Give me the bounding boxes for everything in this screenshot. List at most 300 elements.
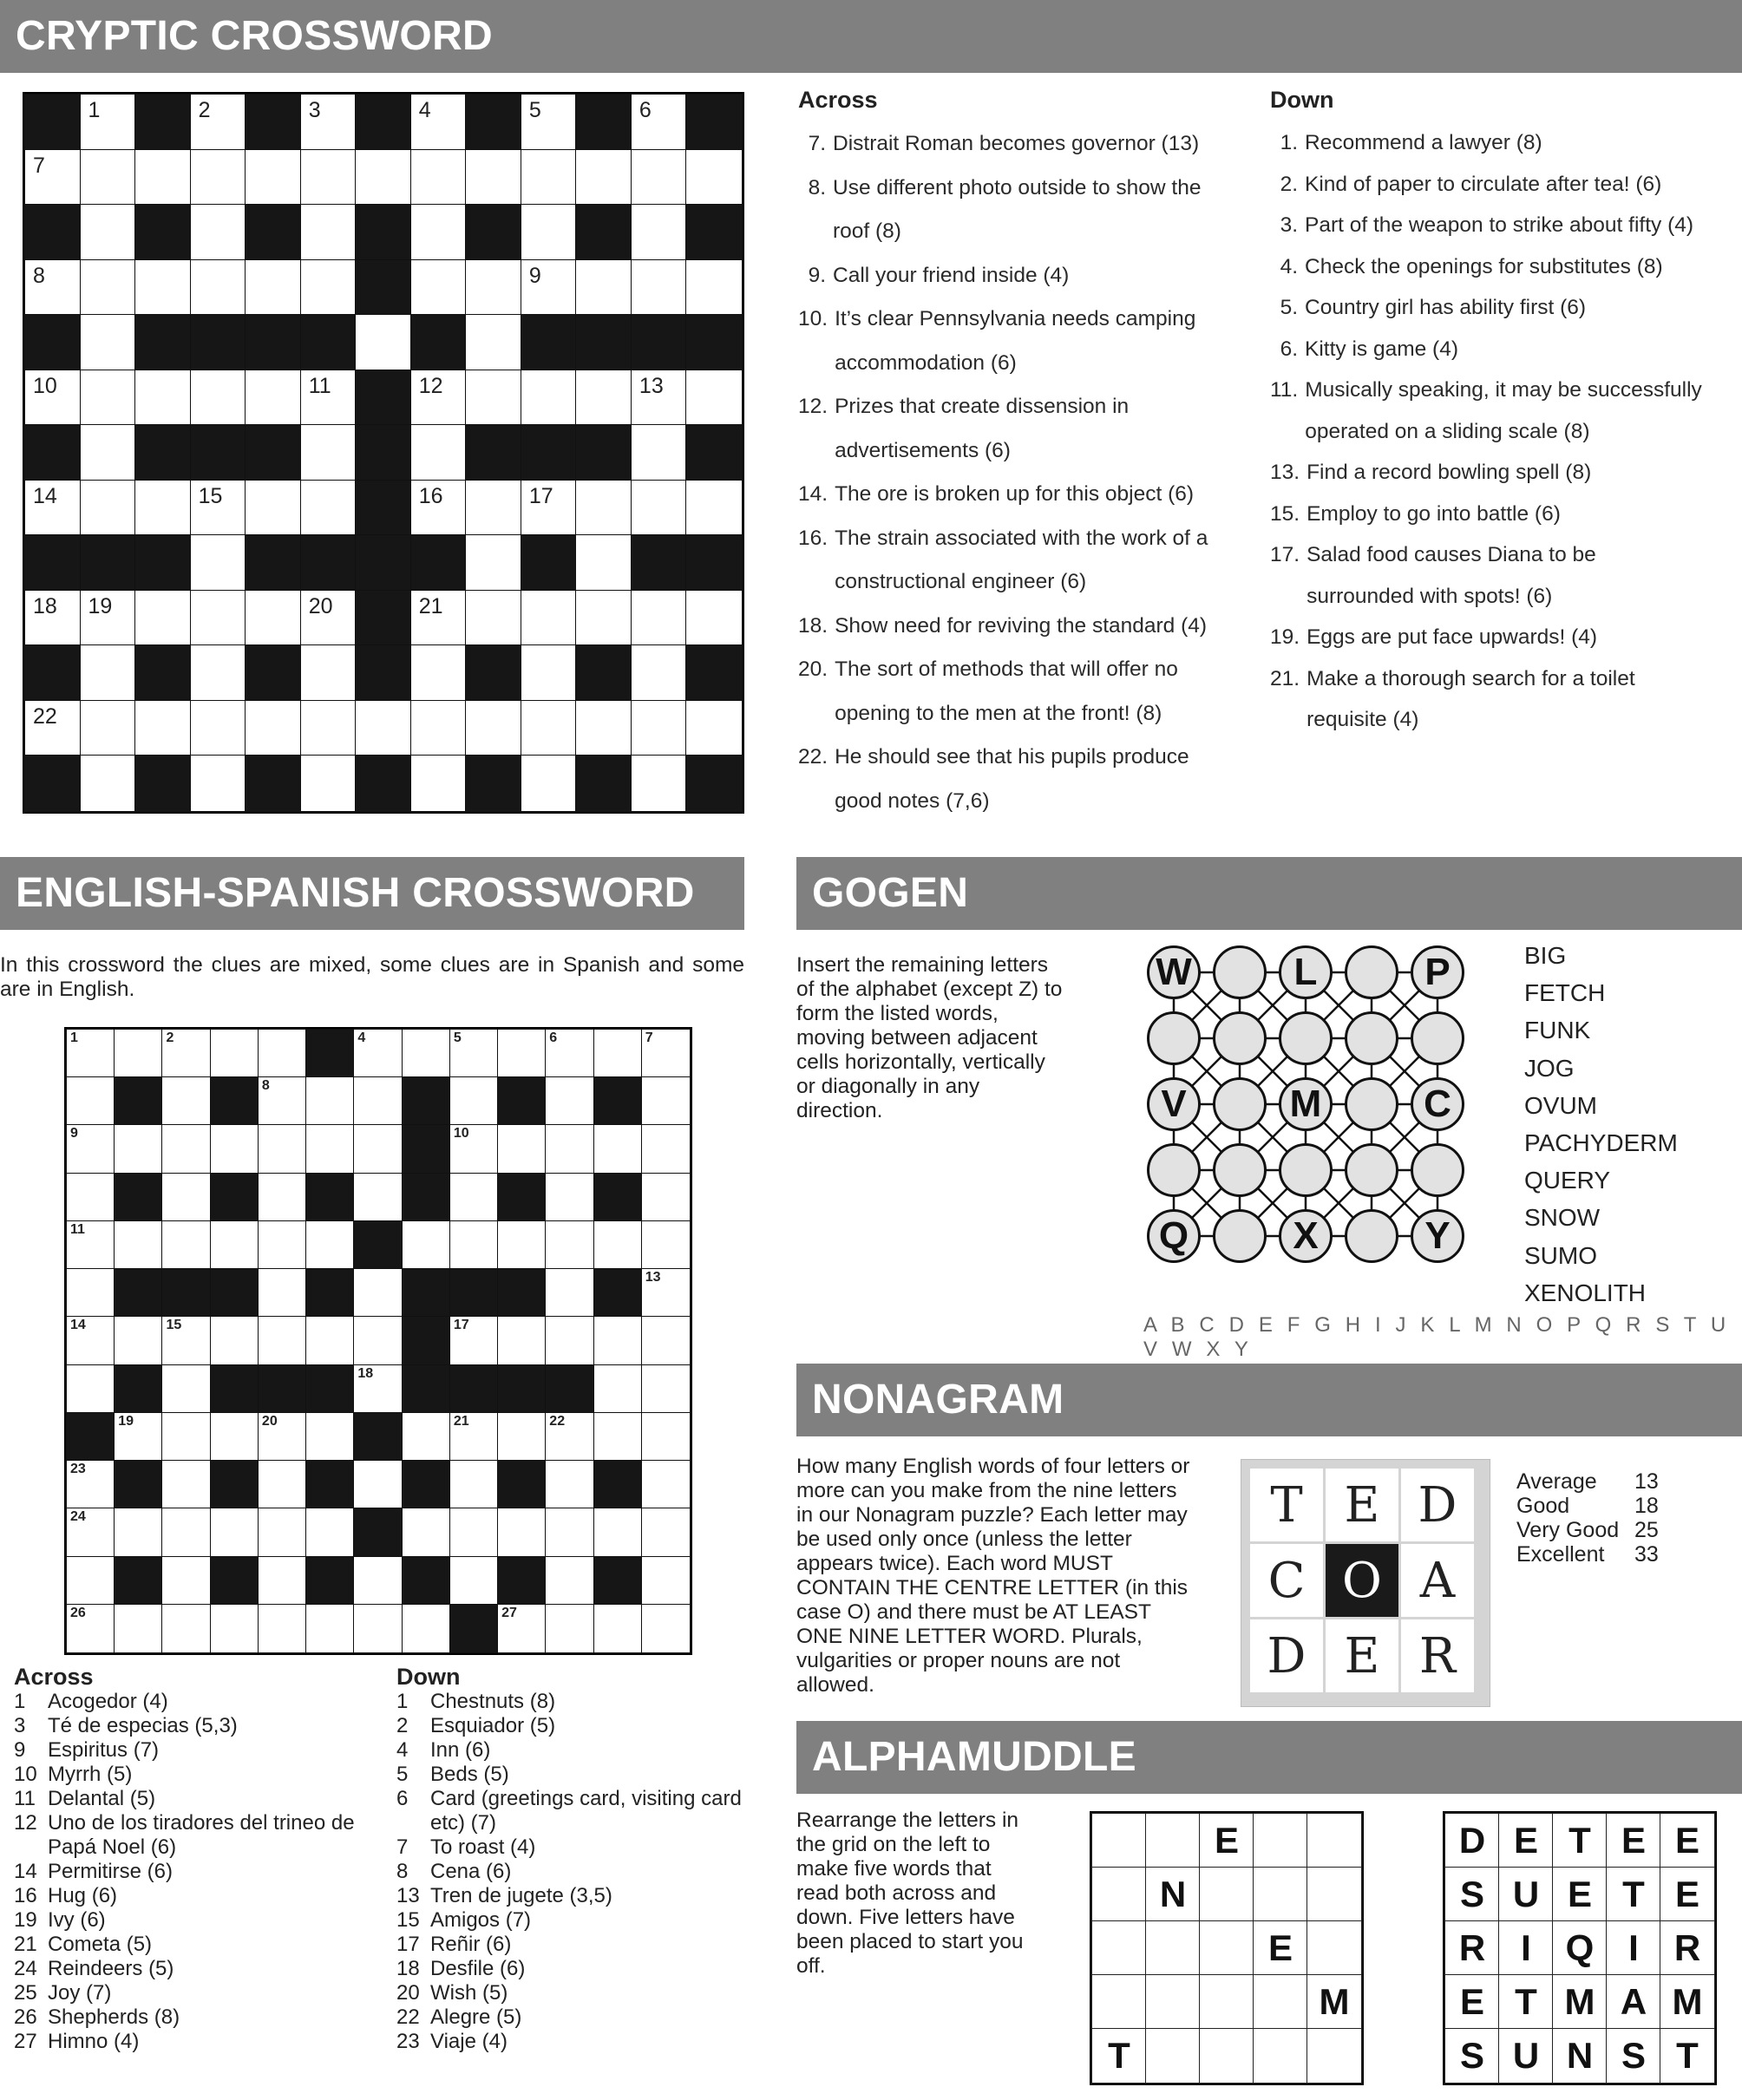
answer-cell[interactable] — [632, 481, 687, 536]
answer-cell[interactable] — [162, 1557, 210, 1605]
answer-cell[interactable] — [466, 591, 521, 646]
answer-cell[interactable] — [546, 1557, 593, 1605]
alphamuddle-cell[interactable] — [1146, 1814, 1200, 1868]
answer-cell[interactable] — [67, 1365, 115, 1413]
answer-cell[interactable] — [162, 1174, 210, 1221]
answer-cell[interactable] — [259, 1508, 306, 1556]
answer-cell[interactable] — [246, 150, 301, 206]
answer-cell[interactable] — [25, 150, 81, 206]
answer-cell[interactable] — [259, 1461, 306, 1508]
answer-cell[interactable] — [162, 1461, 210, 1508]
answer-cell[interactable] — [576, 370, 632, 426]
answer-cell[interactable] — [211, 1605, 259, 1652]
answer-cell[interactable] — [411, 260, 467, 316]
answer-cell[interactable] — [450, 1317, 498, 1364]
answer-cell[interactable] — [354, 1174, 402, 1221]
answer-cell[interactable] — [354, 1125, 402, 1173]
answer-cell[interactable] — [466, 481, 521, 536]
answer-cell[interactable] — [306, 1605, 354, 1652]
answer-cell[interactable] — [301, 591, 357, 646]
answer-cell[interactable] — [191, 645, 246, 701]
gogen-word: QUERY — [1524, 1167, 1611, 1194]
answer-cell[interactable] — [354, 1317, 402, 1364]
answer-cell[interactable] — [411, 425, 467, 481]
clue-item — [396, 1860, 743, 1884]
clue-text: Uno de los tiradores del trineo de Papá Noel (6) — [48, 1811, 355, 1859]
answer-cell[interactable] — [356, 701, 411, 756]
clue-number: 2 — [166, 1030, 174, 1045]
answer-cell[interactable] — [191, 591, 246, 646]
clue-number: 13. — [1270, 461, 1300, 484]
answer-cell[interactable] — [642, 1077, 690, 1125]
answer-cell[interactable] — [115, 1030, 162, 1077]
clue-number: 16 — [418, 483, 443, 508]
answer-cell[interactable] — [191, 95, 246, 150]
answer-cell[interactable] — [115, 1508, 162, 1556]
answer-cell[interactable] — [546, 1077, 593, 1125]
clue-item — [798, 736, 1232, 823]
answer-cell[interactable] — [135, 591, 191, 646]
black-square — [632, 315, 687, 370]
answer-cell[interactable] — [546, 1508, 593, 1556]
answer-cell[interactable] — [411, 645, 467, 701]
black-square — [162, 1269, 210, 1317]
answer-cell[interactable] — [686, 701, 742, 756]
answer-cell[interactable] — [191, 481, 246, 536]
answer-cell[interactable] — [411, 95, 467, 150]
answer-cell[interactable] — [411, 481, 467, 536]
answer-cell[interactable] — [81, 645, 136, 701]
answer-cell[interactable] — [498, 1125, 546, 1173]
answer-cell[interactable] — [259, 1413, 306, 1461]
answer-cell[interactable] — [259, 1605, 306, 1652]
alphamuddle-cell: U — [1499, 1868, 1553, 1921]
gogen-empty-node[interactable] — [1411, 1143, 1464, 1197]
answer-cell[interactable] — [546, 1461, 593, 1508]
answer-cell[interactable] — [546, 1174, 593, 1221]
answer-cell[interactable] — [354, 1269, 402, 1317]
answer-cell[interactable] — [259, 1269, 306, 1317]
answer-cell[interactable] — [81, 205, 136, 260]
answer-cell[interactable] — [594, 1221, 642, 1269]
answer-cell[interactable] — [259, 1077, 306, 1125]
answer-cell[interactable] — [642, 1030, 690, 1077]
answer-cell[interactable] — [521, 260, 577, 316]
clue-item — [14, 1908, 370, 1933]
answer-cell[interactable] — [411, 205, 467, 260]
answer-cell[interactable] — [632, 205, 687, 260]
black-square — [67, 1413, 115, 1461]
answer-cell[interactable] — [301, 645, 357, 701]
answer-cell[interactable] — [632, 370, 687, 426]
answer-cell[interactable] — [306, 1317, 354, 1364]
answer-cell[interactable] — [259, 1557, 306, 1605]
answer-cell[interactable] — [162, 1413, 210, 1461]
black-square — [246, 645, 301, 701]
answer-cell[interactable] — [498, 1605, 546, 1652]
answer-cell[interactable] — [67, 1557, 115, 1605]
answer-cell[interactable] — [162, 1077, 210, 1125]
answer-cell[interactable] — [521, 756, 577, 811]
answer-cell[interactable] — [594, 1317, 642, 1364]
answer-cell[interactable] — [135, 260, 191, 316]
answer-cell[interactable] — [306, 1508, 354, 1556]
answer-cell[interactable] — [67, 1461, 115, 1508]
answer-cell[interactable] — [642, 1365, 690, 1413]
alphamuddle-cell[interactable] — [1254, 1814, 1307, 1868]
answer-cell[interactable] — [354, 1557, 402, 1605]
answer-cell[interactable] — [521, 95, 577, 150]
answer-cell[interactable] — [301, 481, 357, 536]
answer-cell[interactable] — [403, 1221, 450, 1269]
alphamuddle-cell[interactable] — [1307, 1814, 1361, 1868]
alphamuddle-cell[interactable] — [1254, 2029, 1307, 2083]
answer-cell[interactable] — [546, 1030, 593, 1077]
answer-cell[interactable] — [301, 756, 357, 811]
answer-cell[interactable] — [521, 150, 577, 206]
answer-cell[interactable] — [686, 591, 742, 646]
answer-cell[interactable] — [259, 1317, 306, 1364]
answer-cell[interactable] — [115, 1413, 162, 1461]
answer-cell[interactable] — [521, 701, 577, 756]
clue-number: 26 — [14, 2005, 37, 2029]
answer-cell[interactable] — [466, 701, 521, 756]
clue-number: 6 — [396, 1787, 409, 1810]
alphamuddle-cell[interactable] — [1092, 1868, 1146, 1921]
answer-cell[interactable] — [354, 1077, 402, 1125]
answer-cell[interactable] — [632, 150, 687, 206]
nonagram-banner: NONAGRAM — [796, 1364, 1742, 1436]
gogen-empty-node[interactable] — [1345, 1011, 1398, 1065]
alphamuddle-cell[interactable] — [1200, 1868, 1254, 1921]
answer-cell[interactable] — [211, 1317, 259, 1364]
answer-cell[interactable] — [81, 150, 136, 206]
clue-number: 5 — [528, 98, 541, 122]
answer-cell[interactable] — [81, 260, 136, 316]
answer-cell[interactable] — [642, 1221, 690, 1269]
answer-cell[interactable] — [115, 1605, 162, 1652]
answer-cell[interactable] — [81, 756, 136, 811]
answer-cell[interactable] — [546, 1413, 593, 1461]
alphamuddle-cell[interactable] — [1307, 1921, 1361, 1975]
clue-number: 9 — [528, 263, 541, 288]
answer-cell[interactable] — [411, 756, 467, 811]
answer-cell[interactable] — [576, 481, 632, 536]
answer-cell[interactable] — [450, 1174, 498, 1221]
alphamuddle-cell[interactable] — [1092, 1921, 1146, 1975]
answer-cell[interactable] — [135, 370, 191, 426]
gogen-empty-node[interactable] — [1213, 1209, 1267, 1263]
answer-cell[interactable] — [450, 1030, 498, 1077]
answer-cell[interactable] — [301, 150, 357, 206]
answer-cell[interactable] — [642, 1413, 690, 1461]
answer-cell[interactable] — [403, 1605, 450, 1652]
answer-cell[interactable] — [521, 645, 577, 701]
answer-cell[interactable] — [135, 150, 191, 206]
answer-cell[interactable] — [576, 591, 632, 646]
answer-cell[interactable] — [466, 150, 521, 206]
answer-cell[interactable] — [81, 425, 136, 481]
answer-cell[interactable] — [576, 535, 632, 591]
answer-cell[interactable] — [191, 535, 246, 591]
alphamuddle-cell[interactable] — [1146, 1921, 1200, 1975]
answer-cell[interactable] — [191, 150, 246, 206]
answer-cell[interactable] — [498, 1413, 546, 1461]
answer-cell[interactable] — [259, 1174, 306, 1221]
answer-cell[interactable] — [135, 701, 191, 756]
answer-cell[interactable] — [301, 95, 357, 150]
alphamuddle-cell[interactable] — [1092, 1814, 1146, 1868]
answer-cell[interactable] — [594, 1605, 642, 1652]
answer-cell[interactable] — [466, 370, 521, 426]
alphamuddle-cell: M — [1307, 1975, 1361, 2029]
answer-cell[interactable] — [403, 1508, 450, 1556]
clue-number: 7 — [33, 153, 45, 178]
nonagram-letter: D — [1250, 1619, 1323, 1692]
answer-cell[interactable] — [301, 370, 357, 426]
answer-cell[interactable] — [594, 1508, 642, 1556]
answer-cell[interactable] — [162, 1365, 210, 1413]
alphamuddle-cell[interactable] — [1200, 1975, 1254, 2029]
answer-cell[interactable] — [632, 95, 687, 150]
answer-cell[interactable] — [642, 1174, 690, 1221]
answer-cell[interactable] — [191, 205, 246, 260]
answer-cell[interactable] — [67, 1174, 115, 1221]
answer-cell[interactable] — [450, 1077, 498, 1125]
answer-cell[interactable] — [115, 1221, 162, 1269]
answer-cell[interactable] — [67, 1269, 115, 1317]
answer-cell[interactable] — [594, 1413, 642, 1461]
answer-cell[interactable] — [642, 1317, 690, 1364]
answer-cell[interactable] — [594, 1125, 642, 1173]
answer-cell[interactable] — [356, 315, 411, 370]
nonagram-letter: E — [1326, 1469, 1398, 1541]
answer-cell[interactable] — [211, 1221, 259, 1269]
answer-cell[interactable] — [498, 1221, 546, 1269]
black-square — [25, 535, 81, 591]
gogen-empty-node[interactable] — [1279, 1011, 1333, 1065]
answer-cell[interactable] — [81, 701, 136, 756]
answer-cell[interactable] — [403, 1030, 450, 1077]
alphamuddle-cell: S — [1445, 2029, 1499, 2083]
answer-cell[interactable] — [25, 260, 81, 316]
answer-cell[interactable] — [632, 425, 687, 481]
answer-cell[interactable] — [450, 1557, 498, 1605]
answer-cell[interactable] — [259, 1125, 306, 1173]
answer-cell[interactable] — [81, 591, 136, 646]
answer-cell[interactable] — [642, 1508, 690, 1556]
clue-number: 21 — [418, 593, 443, 618]
alphamuddle-cell[interactable] — [1146, 2029, 1200, 2083]
answer-cell[interactable] — [686, 481, 742, 536]
answer-cell[interactable] — [81, 315, 136, 370]
answer-cell[interactable] — [81, 481, 136, 536]
clue-number: 9 — [70, 1126, 78, 1142]
answer-cell[interactable] — [246, 260, 301, 316]
answer-cell[interactable] — [686, 150, 742, 206]
answer-cell[interactable] — [211, 1030, 259, 1077]
answer-cell[interactable] — [301, 701, 357, 756]
gogen-empty-node[interactable] — [1279, 1143, 1333, 1197]
answer-cell[interactable] — [301, 205, 357, 260]
answer-cell[interactable] — [246, 701, 301, 756]
alphamuddle-cell[interactable] — [1254, 1975, 1307, 2029]
answer-cell[interactable] — [466, 315, 521, 370]
answer-cell[interactable] — [67, 1030, 115, 1077]
answer-cell[interactable] — [642, 1461, 690, 1508]
answer-cell[interactable] — [546, 1605, 593, 1652]
gogen-empty-node[interactable] — [1213, 1011, 1267, 1065]
gogen-empty-node[interactable] — [1345, 945, 1398, 999]
answer-cell[interactable] — [450, 1221, 498, 1269]
answer-cell[interactable] — [191, 370, 246, 426]
answer-cell[interactable] — [259, 1030, 306, 1077]
answer-cell[interactable] — [162, 1030, 210, 1077]
answer-cell[interactable] — [211, 1413, 259, 1461]
answer-cell[interactable] — [498, 1508, 546, 1556]
answer-cell[interactable] — [67, 1077, 115, 1125]
answer-cell[interactable] — [162, 1605, 210, 1652]
gogen-empty-node[interactable] — [1345, 1143, 1398, 1197]
answer-cell[interactable] — [162, 1508, 210, 1556]
answer-cell[interactable] — [450, 1508, 498, 1556]
answer-cell[interactable] — [25, 370, 81, 426]
answer-cell[interactable] — [632, 260, 687, 316]
answer-cell[interactable] — [546, 1221, 593, 1269]
spanish-across-clues — [14, 1664, 370, 2054]
answer-cell[interactable] — [546, 1317, 593, 1364]
answer-cell[interactable] — [594, 1365, 642, 1413]
answer-cell[interactable] — [411, 150, 467, 206]
gogen-empty-node[interactable] — [1213, 1143, 1267, 1197]
answer-cell[interactable] — [246, 370, 301, 426]
answer-cell[interactable] — [162, 1317, 210, 1364]
answer-cell[interactable] — [686, 260, 742, 316]
answer-cell[interactable] — [354, 1461, 402, 1508]
alphamuddle-cell[interactable] — [1092, 1975, 1146, 2029]
answer-cell[interactable] — [301, 260, 357, 316]
gogen-empty-node[interactable] — [1147, 1011, 1201, 1065]
answer-cell[interactable] — [81, 95, 136, 150]
answer-cell[interactable] — [521, 591, 577, 646]
answer-cell[interactable] — [301, 425, 357, 481]
gogen-empty-node[interactable] — [1345, 1077, 1398, 1131]
answer-cell[interactable] — [576, 150, 632, 206]
alphamuddle-cell[interactable] — [1146, 1975, 1200, 2029]
answer-cell[interactable] — [306, 1221, 354, 1269]
gogen-empty-node[interactable] — [1345, 1209, 1398, 1263]
gogen-empty-node[interactable] — [1213, 1077, 1267, 1131]
answer-cell[interactable] — [135, 481, 191, 536]
answer-cell[interactable] — [25, 701, 81, 756]
answer-cell[interactable] — [81, 370, 136, 426]
answer-cell[interactable] — [354, 1365, 402, 1413]
gogen-word: SUMO — [1524, 1241, 1597, 1269]
answer-cell[interactable] — [642, 1557, 690, 1605]
answer-cell[interactable] — [306, 1413, 354, 1461]
alphamuddle-cell[interactable] — [1254, 1868, 1307, 1921]
answer-cell[interactable] — [466, 260, 521, 316]
answer-cell[interactable] — [521, 205, 577, 260]
answer-cell[interactable] — [576, 260, 632, 316]
answer-cell[interactable] — [191, 701, 246, 756]
answer-cell[interactable] — [642, 1269, 690, 1317]
gogen-word-list — [1524, 937, 1678, 1312]
clue-text: Amigos (7) — [430, 1908, 532, 1932]
answer-cell[interactable] — [642, 1125, 690, 1173]
answer-cell[interactable] — [632, 756, 687, 811]
answer-cell[interactable] — [211, 1508, 259, 1556]
answer-cell[interactable] — [403, 1413, 450, 1461]
answer-cell[interactable] — [246, 591, 301, 646]
answer-cell[interactable] — [466, 535, 521, 591]
answer-cell[interactable] — [632, 591, 687, 646]
gogen-empty-node[interactable] — [1147, 1143, 1201, 1197]
answer-cell[interactable] — [115, 1317, 162, 1364]
answer-cell[interactable] — [354, 1030, 402, 1077]
gogen-empty-node[interactable] — [1411, 1011, 1464, 1065]
answer-cell[interactable] — [162, 1125, 210, 1173]
answer-cell[interactable] — [67, 1605, 115, 1652]
black-square — [306, 1461, 354, 1508]
answer-cell[interactable] — [25, 481, 81, 536]
answer-cell[interactable] — [498, 1317, 546, 1364]
answer-cell[interactable] — [642, 1605, 690, 1652]
answer-cell[interactable] — [546, 1269, 593, 1317]
answer-cell[interactable] — [521, 370, 577, 426]
answer-cell[interactable] — [411, 591, 467, 646]
alphamuddle-cell[interactable] — [1200, 2029, 1254, 2083]
answer-cell[interactable] — [67, 1317, 115, 1364]
answer-cell[interactable] — [67, 1125, 115, 1173]
answer-cell[interactable] — [450, 1125, 498, 1173]
answer-cell[interactable] — [306, 1077, 354, 1125]
answer-cell[interactable] — [115, 1125, 162, 1173]
clue-number: 8. — [808, 175, 826, 200]
answer-cell[interactable] — [259, 1221, 306, 1269]
alphamuddle-cell[interactable] — [1307, 2029, 1361, 2083]
answer-cell[interactable] — [594, 1030, 642, 1077]
answer-cell[interactable] — [306, 1125, 354, 1173]
answer-cell[interactable] — [576, 701, 632, 756]
alphamuddle-cell[interactable] — [1307, 1868, 1361, 1921]
clue-number: 9 — [14, 1738, 26, 1762]
answer-cell[interactable] — [546, 1125, 593, 1173]
answer-cell[interactable] — [191, 260, 246, 316]
answer-cell[interactable] — [632, 701, 687, 756]
answer-cell[interactable] — [632, 645, 687, 701]
answer-cell[interactable] — [25, 591, 81, 646]
alphamuddle-cell[interactable] — [1200, 1921, 1254, 1975]
black-square — [594, 1174, 642, 1221]
answer-cell[interactable] — [450, 1413, 498, 1461]
answer-cell[interactable] — [67, 1221, 115, 1269]
answer-cell[interactable] — [211, 1125, 259, 1173]
answer-cell[interactable] — [191, 756, 246, 811]
answer-cell[interactable] — [450, 1461, 498, 1508]
answer-cell[interactable] — [246, 481, 301, 536]
answer-cell[interactable] — [67, 1508, 115, 1556]
answer-cell[interactable] — [162, 1221, 210, 1269]
answer-cell[interactable] — [498, 1030, 546, 1077]
answer-cell[interactable] — [411, 370, 467, 426]
answer-cell[interactable] — [356, 150, 411, 206]
answer-cell[interactable] — [686, 370, 742, 426]
answer-cell[interactable] — [521, 481, 577, 536]
answer-cell[interactable] — [411, 701, 467, 756]
answer-cell[interactable] — [354, 1605, 402, 1652]
gogen-empty-node[interactable] — [1213, 945, 1267, 999]
